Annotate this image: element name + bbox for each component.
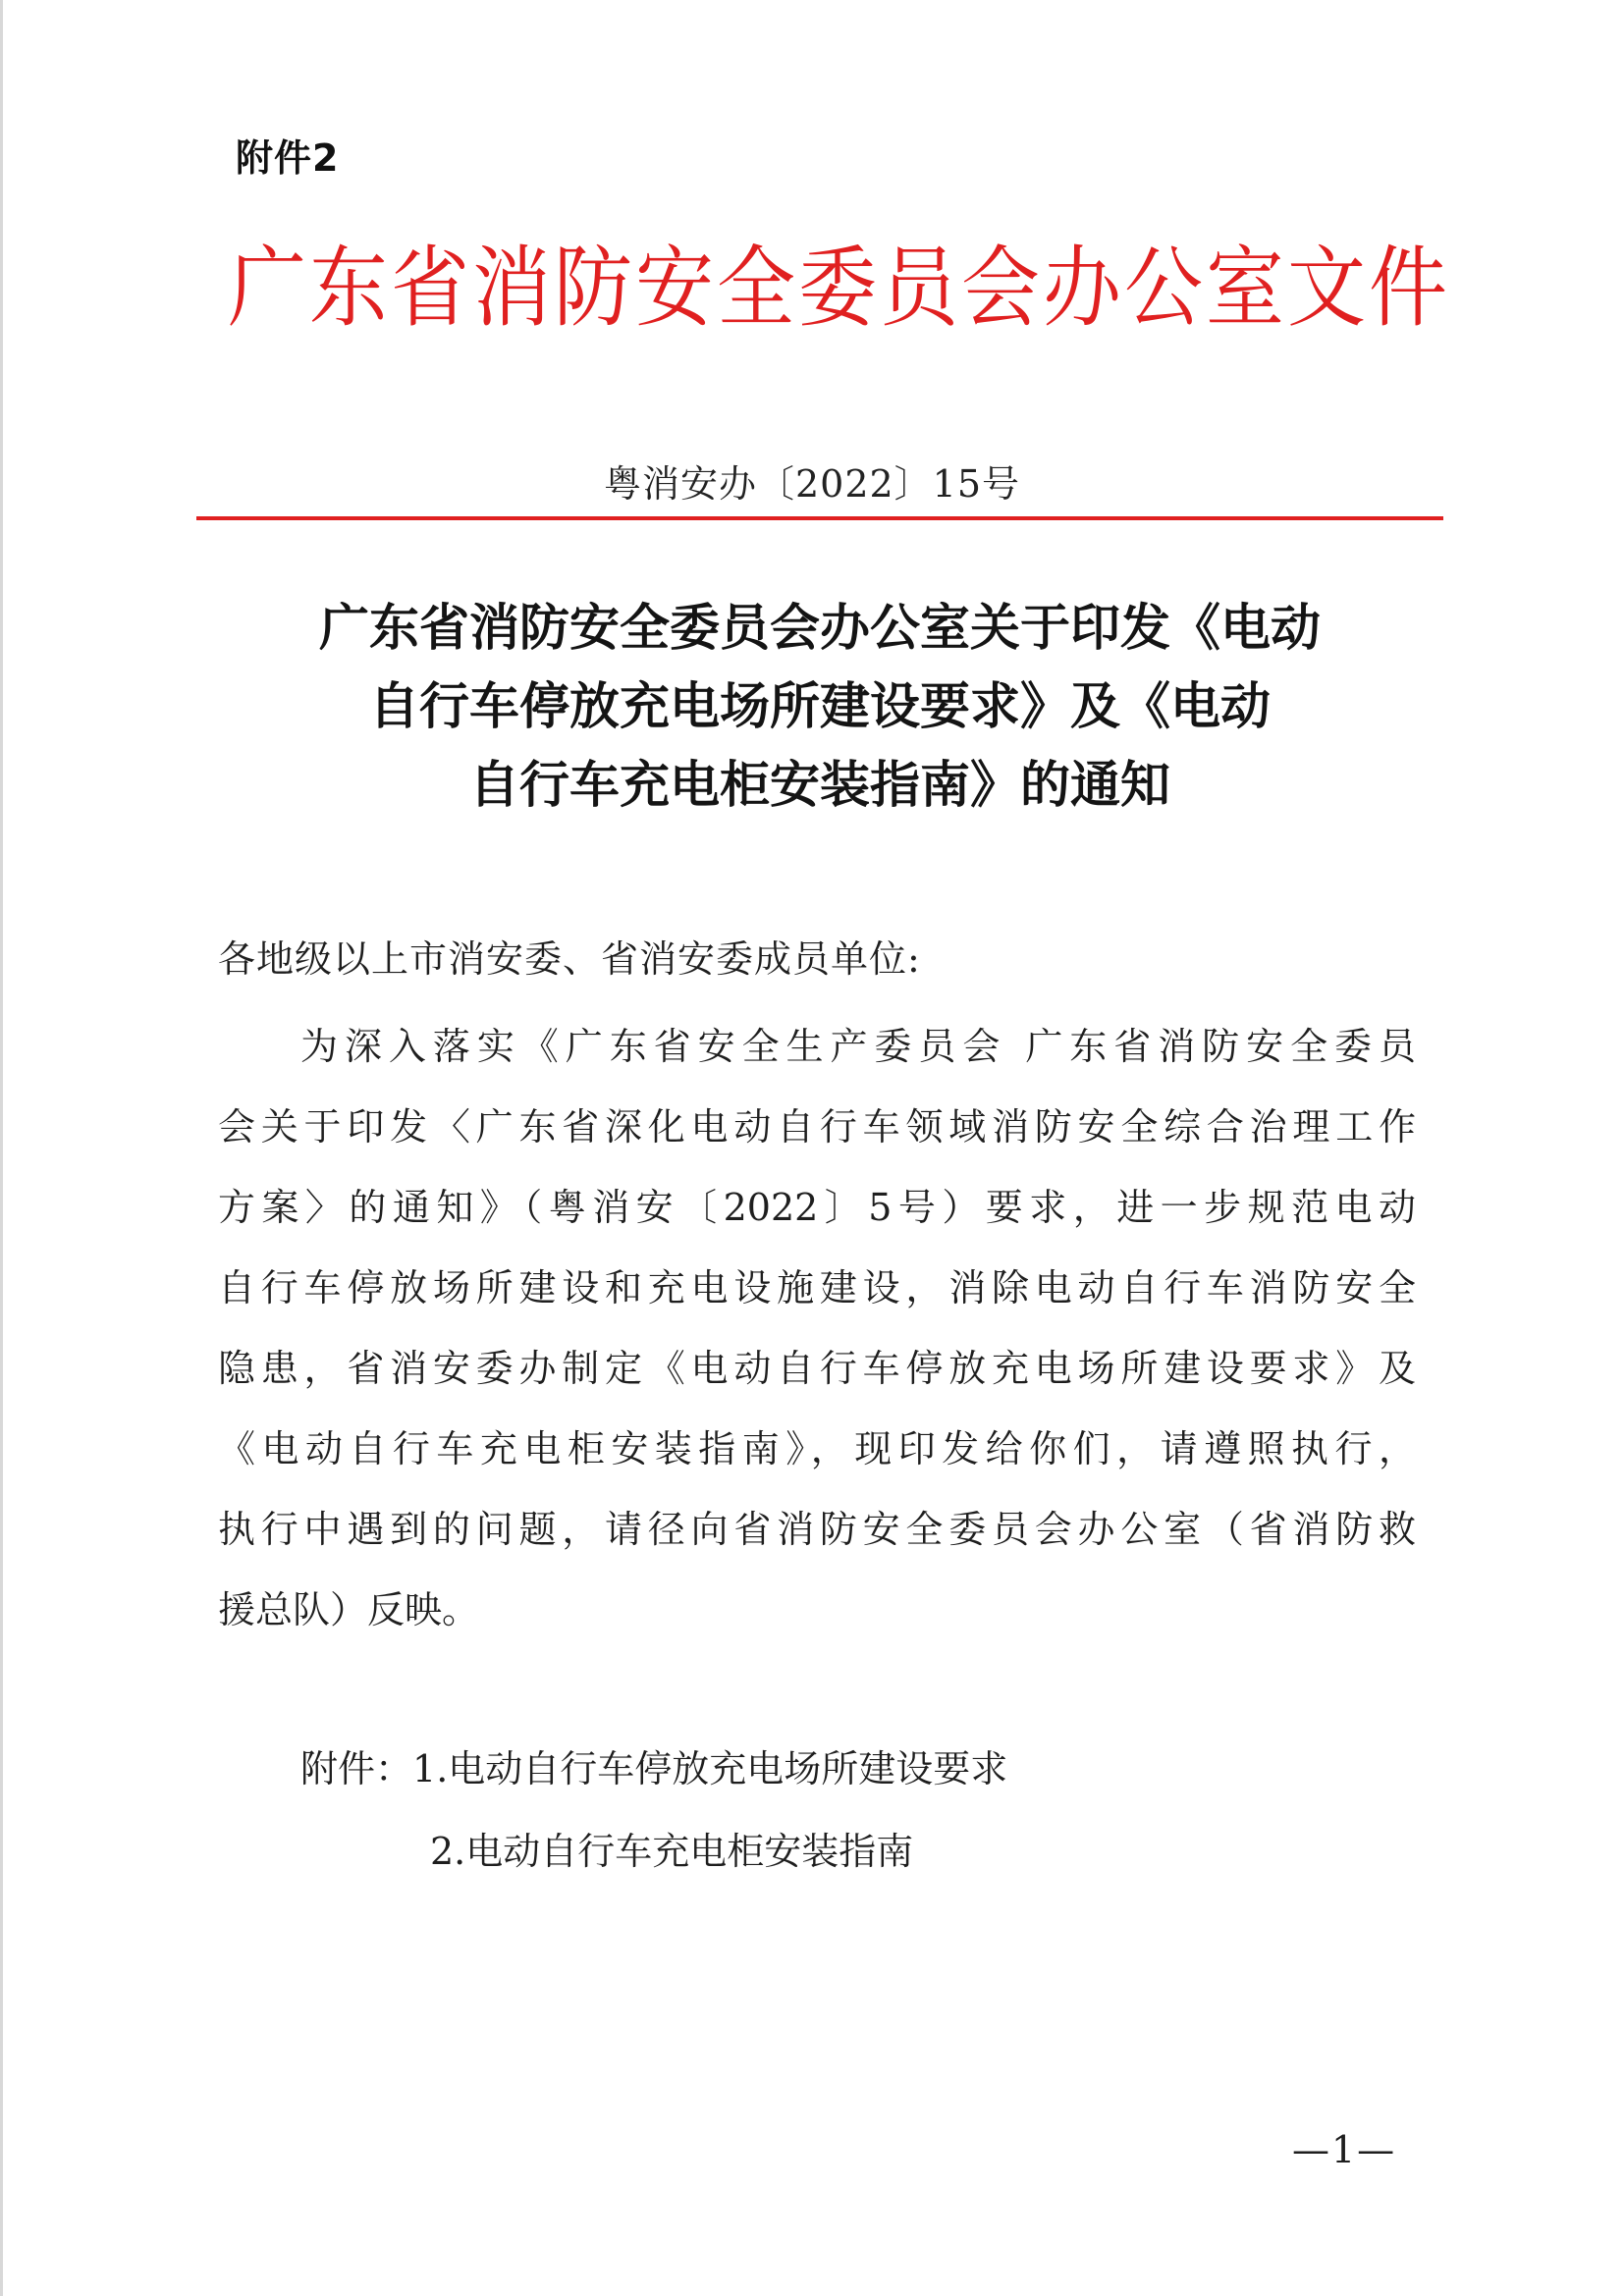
body-line: 《电动自行车充电柜安装指南》，现印发给你们，请遵照执行， [218, 1427, 1416, 1470]
body-line: 自行车停放场所建设和充电设施建设，消除电动自行车消防安全 [218, 1266, 1416, 1309]
notice-title-line: 广东省消防安全委员会办公室关于印发《电动 [318, 599, 1321, 658]
notice-title [196, 589, 1443, 825]
attachment-item-text: 1.电动自行车停放充电场所建设要求 [412, 1747, 1008, 1790]
body-line: 方案〉的通知》（粤消安〔2022〕5号）要求，进一步规范电动 [218, 1186, 1416, 1229]
body-line: 援总队）反映。 [218, 1588, 480, 1631]
page-number: —1— [1292, 2128, 1397, 2171]
body-line: 隐患，省消安委办制定《电动自行车停放充电场所建设要求》及 [218, 1347, 1416, 1390]
body-line: 为深入落实《广东省安全生产委员会 广东省消防安全委员 [300, 1025, 1416, 1068]
body-paragraph [218, 1006, 1416, 1650]
red-divider [196, 516, 1443, 520]
attachment-item [300, 1728, 1007, 1810]
body-line: 会关于印发〈广东省深化电动自行车领域消防安全综合治理工作 [218, 1105, 1416, 1148]
document-number: 粤消安办〔2022〕15号 [603, 462, 1021, 506]
attachment-label: 附件2 [236, 136, 340, 180]
attachment-prefix: 附件： [300, 1747, 413, 1790]
notice-title-line: 自行车停放充电场所建设要求》及《电动 [368, 677, 1271, 736]
attachment-item [300, 1810, 1007, 1893]
notice-title-line: 自行车充电柜安装指南》的通知 [468, 756, 1170, 815]
body-line: 执行中遇到的问题，请径向省消防安全委员会办公室（省消防救 [218, 1508, 1416, 1551]
salutation: 各地级以上市消安委、省消安委成员单位: [218, 937, 921, 981]
issuer-title: 广东省消防安全委员会办公室文件 [228, 236, 1450, 340]
attachment-list [300, 1728, 1007, 1893]
attachment-item-text: 2.电动自行车充电柜安装指南 [430, 1830, 914, 1873]
scan-edge [0, 0, 3, 2296]
